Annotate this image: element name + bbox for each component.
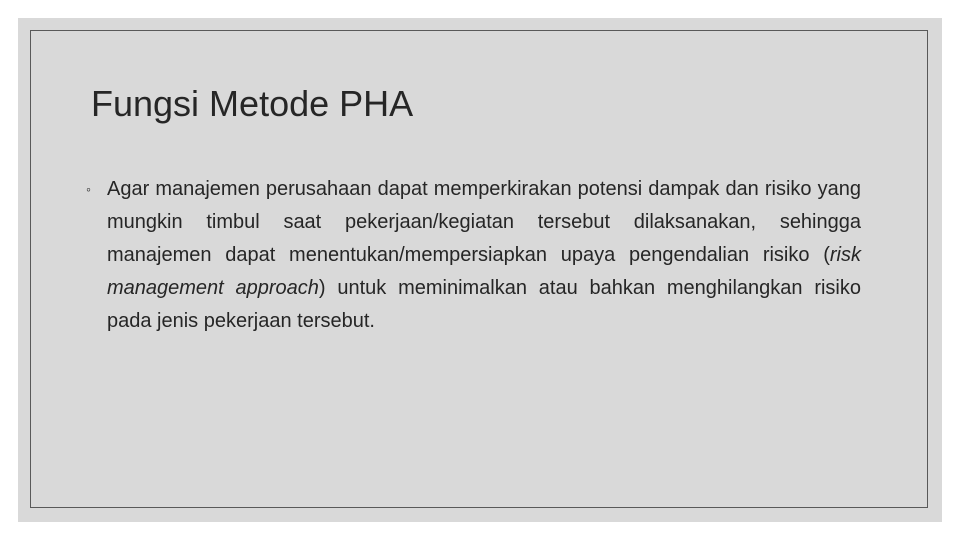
bullet-text-italic: risk management approach bbox=[107, 244, 861, 299]
bullet-circle-icon: ◦ bbox=[86, 181, 91, 197]
bullet-text bbox=[107, 173, 861, 338]
slide-title: Fungsi Metode PHA bbox=[91, 83, 414, 124]
slide bbox=[18, 18, 942, 522]
bullet-item bbox=[86, 173, 861, 338]
bullet-text-before: Agar manajemen perusahaan dapat memperkirakan potensi dampak dan risiko yang mungkin timbul saat pekerjaan/kegiatan tersebut dilaksanakan, sehingga manajemen dapat menentukan/mempersiapkan upaya pengendalian risiko ( bbox=[107, 178, 861, 266]
bullet-text-after: ) untuk meminimalkan atau bahkan menghilangkan risiko pada jenis pekerjaan tersebut. bbox=[107, 277, 861, 332]
